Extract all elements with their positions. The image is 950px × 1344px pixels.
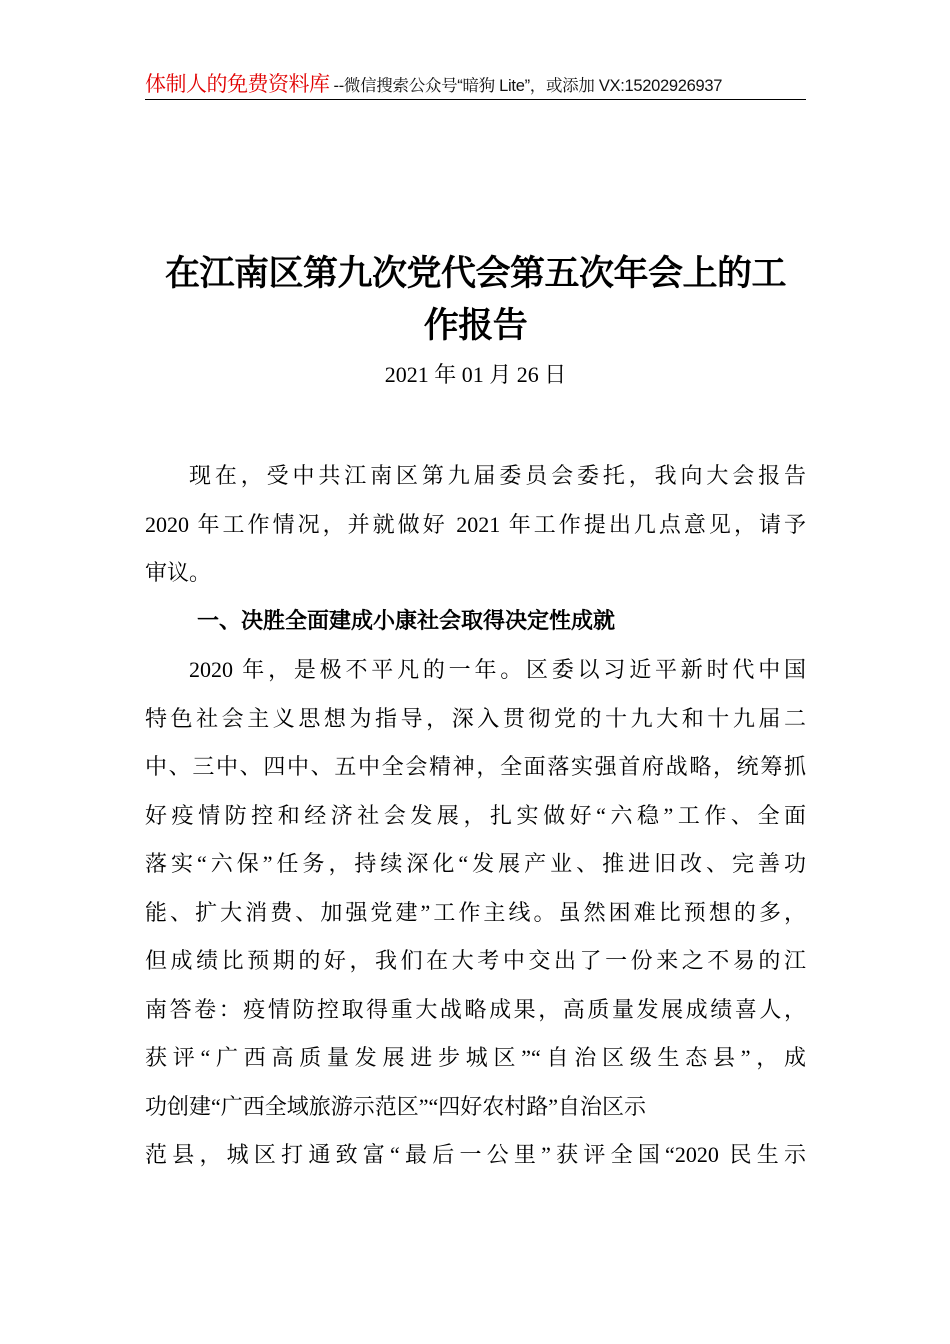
paragraph-line: 获评“广西高质量发展进步城区”“自治区级生态县”，成 xyxy=(145,1045,806,1070)
document-title xyxy=(145,248,806,352)
paragraph-line: 范县，城区打通致富“最后一公里”获评全国“2020 民生示 xyxy=(145,1142,806,1167)
paragraph-line: 南答卷：疫情防控取得重大战略成果，高质量发展成绩喜人， xyxy=(145,996,806,1022)
paragraph-line: 2020 年，是极不平凡的一年。区委以习近平新时代中国 xyxy=(189,657,806,682)
header-brand: 体制人的免费资料库 xyxy=(145,73,330,96)
paragraph-line: 但成绩比预期的好，我们在大考中交出了一份来之不易的江 xyxy=(145,948,806,973)
header-note: --微信搜索公众号“暗狗 Lite”，或添加 VX:15202926937 xyxy=(333,77,723,95)
paragraph-line: 中、三中、四中、五中全会精神，全面落实强首府战略，统筹抓 xyxy=(145,754,806,779)
paragraph-line: 特色社会主义思想为指导，深入贯彻党的十九大和十九届二 xyxy=(145,705,806,731)
page-header xyxy=(145,70,806,100)
paragraph-line: 2020 年工作情况，并就做好 2021 年工作提出几点意见，请予 xyxy=(145,511,806,537)
title-line-2: 作报告 xyxy=(423,305,528,346)
title-line-1: 在江南区第九次党代会第五次年会上的工 xyxy=(164,253,786,294)
section-heading: 一、决胜全面建成小康社会取得决定性成就 xyxy=(197,608,616,634)
paragraph-line: 好疫情防控和经济社会发展，扎实做好“六稳”工作、全面 xyxy=(145,802,806,828)
document-body xyxy=(145,452,806,1180)
paragraph-line: 功创建“广西全域旅游示范区”“四好农村路”自治区示 xyxy=(145,1093,647,1119)
paragraph-line: 落实“六保”任务，持续深化“发展产业、推进旧改、完善功 xyxy=(145,851,806,876)
paragraph-line: 能、扩大消费、加强党建”工作主线。虽然困难比预想的多， xyxy=(145,899,806,925)
document-date: 2021 年 01 月 26 日 xyxy=(384,362,567,387)
paragraph-line: 审议。 xyxy=(145,560,212,585)
paragraph-line: 现在，受中共江南区第九届委员会委托，我向大会报告 xyxy=(189,463,806,488)
